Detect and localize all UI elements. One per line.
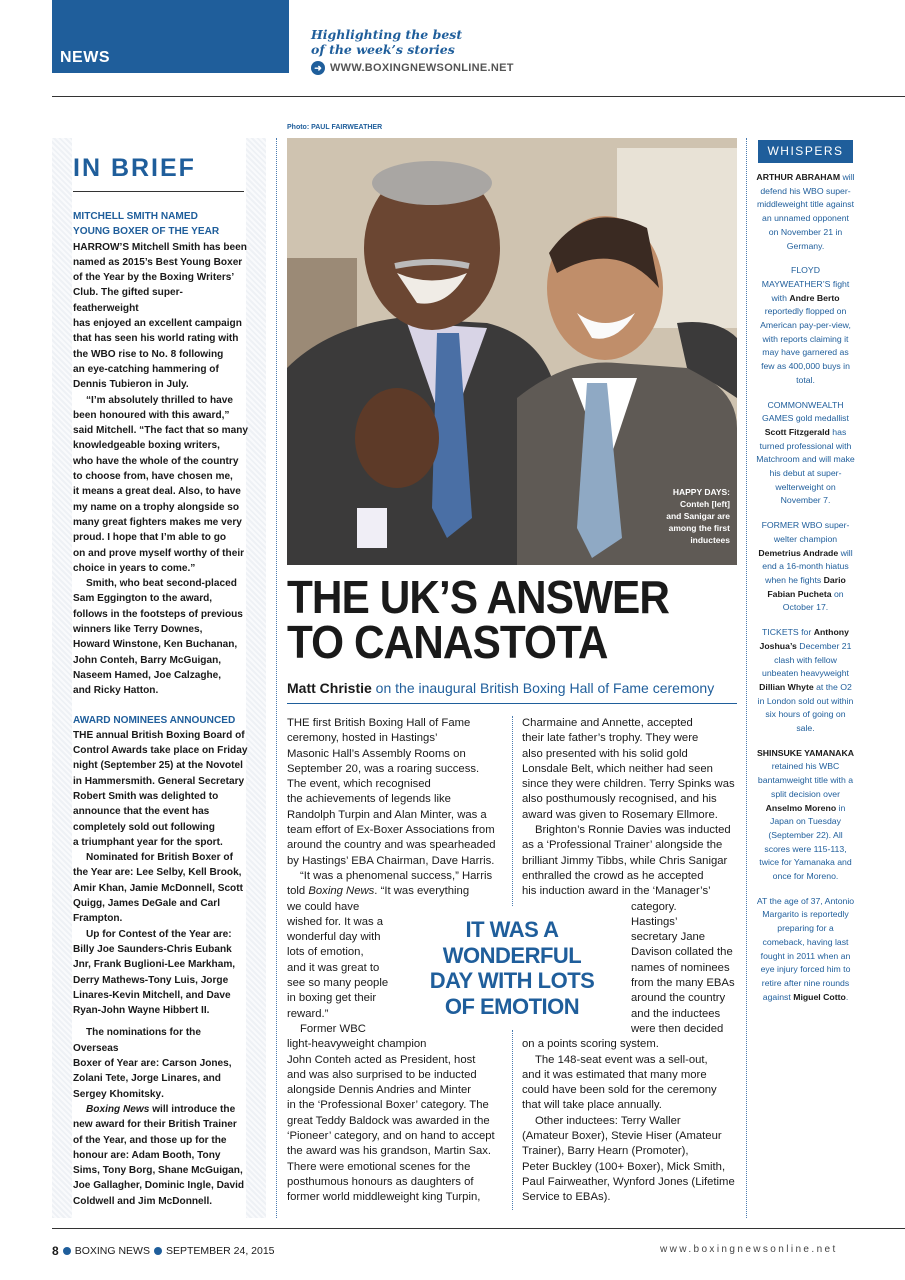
footer-folio	[52, 1244, 275, 1258]
brief-story1-rest	[73, 607, 248, 699]
text-line: named as 2015’s Best Young Boxer	[73, 256, 243, 268]
bullet-icon	[63, 1247, 71, 1255]
bullet-icon	[154, 1247, 162, 1255]
text-line: around the country and was spearheaded	[287, 839, 496, 852]
text-line: Hastings’	[631, 915, 678, 928]
text-line: the WBO rise to No. 8 following	[73, 348, 224, 360]
text-line: their late father’s trophy. They were	[522, 732, 699, 745]
text-line: great Teddy Baldock was awarded in the	[287, 1114, 490, 1127]
text-line: announce that the event has	[73, 806, 210, 818]
text-line: said Mitchell. “The fact that so many	[73, 425, 248, 437]
text-line: that will take place annually.	[522, 1099, 662, 1112]
tagline-line-1: Highlighting the best	[311, 27, 463, 42]
text-line: Other inductees: Terry Waller	[535, 1114, 681, 1127]
text-line: Peter Buckley (100+ Boxer), Mick Smith,	[522, 1160, 726, 1173]
text-line: we could have	[287, 900, 360, 913]
text-line: by Hastings’ EBA Chairman, Dave Harris.	[287, 854, 495, 867]
text-line: light-heavyweight champion	[287, 1038, 427, 1051]
text-line: winners like Terry Downes,	[73, 624, 203, 636]
text-line: Naseem Hamed, Joe Calzaghe,	[73, 669, 222, 681]
text-line: wonderful day with	[287, 931, 381, 944]
text-line: enthralled the crowd as he accepted	[522, 869, 704, 882]
page-number: 8	[52, 1244, 59, 1258]
text-line: and was also surprised to be inducted	[287, 1068, 477, 1081]
text-line: been honoured with this award,”	[73, 409, 230, 421]
whisper-item: TICKETS for Anthony Joshua’s December 21 clash with fellow unbeaten heavyweight Dillian Whyte at the O2 in London sold out within six hours of going on sale.	[757, 627, 854, 734]
text-line: secretary Jane	[631, 931, 706, 944]
header-website-text[interactable]: WWW.BOXINGNEWSONLINE.NET	[330, 62, 514, 74]
text-line: reward.”	[287, 1007, 329, 1020]
header-website[interactable]	[311, 61, 514, 75]
text-line: category.	[631, 900, 677, 913]
cursor-icon: ➜	[311, 61, 325, 75]
text-line: in the ‘Professional Boxer’ category. The	[287, 1099, 489, 1112]
column-divider	[746, 138, 747, 1218]
text-line: a triumphant year for the sport.	[73, 836, 223, 848]
text-line: THE first British Boxing Hall of Fame	[287, 717, 471, 729]
text-line: THE annual British Boxing Board of	[73, 729, 245, 741]
column-divider	[276, 138, 277, 1218]
footer-website[interactable]: www.boxingnewsonline.net	[660, 1244, 838, 1255]
text-line: team effort of Ex-Boxer Associations from	[287, 824, 495, 837]
text-line: (Amateur Boxer), Stevie Hiser (Amateur	[522, 1130, 722, 1143]
article-byline: Matt Christie on the inaugural British Boxing Hall of Fame ceremony	[287, 680, 715, 696]
text-line: alongside Dennis Andries and Minter	[287, 1084, 471, 1097]
text-line: and the inductees	[631, 1007, 721, 1020]
text-line: many great fighters makes me very	[73, 516, 242, 528]
text-line: his induction award in the ‘Manager’s’	[522, 885, 711, 898]
text-line: brilliant Jimmy Tibbs, while Chris Sanigar	[522, 854, 728, 867]
text-line: Howard Winstone, Ken Buchanan,	[73, 639, 238, 651]
tagline-line-2: of the week’s stories	[311, 42, 455, 57]
text-line: Service to EBAs).	[522, 1191, 611, 1204]
text-line: September 20, was a roaring success.	[287, 762, 480, 775]
text-line: in boxing get their	[287, 992, 377, 1005]
brief-trainer-award: Boxing News will introduce the new award for their British Trainer of the Year, and those up for the honour are: Adam Booth, Tony Sims, Tony Borg, Shane McGuigan, Joe Gallagher, Dominic Ingle, David Coldwell and Jim McDonnell.	[73, 1103, 245, 1207]
text-line: HARROW’S Mitchell Smith has been	[73, 241, 247, 253]
text-line: former world middleweight king Turpin,	[287, 1191, 481, 1204]
text-line: from the many EBAs	[631, 977, 735, 990]
text-line: it means a great deal. Also, to have	[73, 486, 241, 498]
text-line: to choose from, have chosen me,	[73, 471, 233, 483]
issue-date: SEPTEMBER 24, 2015	[165, 1245, 275, 1257]
photo-credit: Photo: PAUL FAIRWEATHER	[287, 124, 383, 131]
text-line: proud. I hope that I’m able to go	[73, 532, 227, 544]
publication-name: BOXING NEWS	[74, 1245, 150, 1257]
text-line: also posthumously recognised, and his	[522, 793, 717, 806]
text-line: on and prove myself worthy of their	[73, 547, 245, 559]
brief-heading-2: AWARD NOMINEES ANNOUNCED	[73, 714, 236, 726]
text-line: The event, which recognised	[287, 778, 431, 791]
footer-rule	[52, 1228, 905, 1229]
text-line: also presented with his solid gold	[522, 747, 688, 760]
text-line: and Ricky Hatton.	[73, 685, 159, 697]
text-line: Control Awards take place on Friday	[73, 745, 248, 757]
brief-story1-lead	[73, 240, 248, 393]
text-line: the achievements of legends like	[287, 793, 451, 806]
text-line: choice in years to come.”	[73, 562, 196, 574]
text-line: around the country	[631, 992, 726, 1005]
text-line: an eye-catching hammering of	[73, 363, 219, 375]
text-line: award was given to Rosemary Ellmore.	[522, 808, 718, 821]
whisper-item: COMMONWEALTH GAMES gold medallist Scott Fitzgerald has turned professional with Matchroom and will make his debut at super-welterweight on November 7.	[756, 399, 855, 506]
in-brief-body	[73, 209, 248, 1209]
text-line: There were emotional scenes for the	[287, 1160, 471, 1173]
text-line: Randolph Turpin and Alan Minter, was a	[287, 808, 487, 821]
section-label: NEWS	[60, 49, 110, 66]
text-line: Club. The gifted super-featherweight	[73, 287, 183, 314]
tagline	[311, 27, 462, 57]
photo-caption: HAPPY DAYS: Conteh [left] and Sanigar are among the first inductees	[666, 487, 730, 545]
whispers-title: WHISPERS	[758, 140, 853, 163]
brief-heading-1: MITCHELL SMITH NAMED YOUNG BOXER OF THE YEAR	[73, 211, 220, 238]
brief-story1-para3: Smith, who beat second-placed Sam Eggington to the award,	[73, 578, 237, 605]
text-line: wished for. It was a	[287, 915, 384, 928]
whisper-item: AT the age of 37, Antonio Margarito is reportedly preparing for a comeback, having last fought in 2011 when an eye injury forced him to retire after nine rounds against Miguel Cotto.	[756, 895, 855, 1002]
brief-boxer-noms: Nominated for British Boxer of the Year are: Lee Selby, Kell Brook, Amir Khan, Jamie McDonnell, Scott Quigg, James DeGale and Carl Frampton.	[73, 852, 243, 925]
brief-story1-quote	[73, 393, 248, 577]
text-line: were then decided	[631, 1022, 724, 1035]
text-line: lots of emotion,	[287, 946, 364, 959]
in-brief-title: IN BRIEF	[73, 154, 196, 182]
text-line: in Hammersmith. General Secretary	[73, 775, 245, 787]
brief-overseas-noms: The nominations for the Overseas Boxer of Year are: Carson Jones, Zolani Tete, Jorge Linares, and Sergey Khomitsky.	[73, 1027, 232, 1100]
text-line: The 148-seat event was a sell-out,	[535, 1053, 708, 1066]
text-line: follows in the footsteps of previous	[73, 608, 243, 620]
brief-contest-noms: Up for Contest of the Year are: Billy Joe Saunders-Chris Eubank Jnr, Frank Buglioni-Lee Markham, Derry Mathews-Tony Luis, Jorge Linares-Kevin Mitchell, and Dave Ryan-John Wayne Hibbert II.	[73, 928, 236, 1017]
header-rule	[52, 96, 905, 97]
whisper-item: FLOYD MAYWEATHER’S fight with Andre Berto reportedly flopped on American pay-per-view, with reports claiming it may have garnered as few as 400,000 buys in total.	[760, 265, 851, 385]
whisper-item: FORMER WBO super-welter champion Demetrius Andrade will end a 16-month hiatus when he fights Dario Fabian Pucheta on October 17.	[758, 520, 853, 613]
text-line: could have been sold for the ceremony	[522, 1084, 717, 1097]
text-line: “I’m absolutely thrilled to have	[86, 394, 233, 406]
text-line: and it was great to	[287, 961, 380, 974]
text-line: who have the whole of the country	[73, 455, 239, 467]
text-line: the award was his grandson, Martin Sax.	[287, 1145, 492, 1158]
text-line: Masonic Hall’s Assembly Rooms on	[287, 747, 466, 760]
whisper-item: SHINSUKE YAMANAKA retained his WBC bantamweight title with a split decision over Anselmo Moreno in Japan on Tuesday (September 22). All scores were 115-113, twice for Yamanaka and once for Moreno.	[756, 747, 855, 882]
text-line: that has seen his world rating with	[73, 333, 239, 345]
text-line: and it was estimated that many more	[522, 1068, 707, 1081]
whisper-item: ARTHUR ABRAHAM will defend his WBO super-middleweight title against an unnamed opponent on November 21 in Germany.	[756, 172, 855, 251]
text-line: Brighton’s Ronnie Davies was inducted	[535, 824, 731, 837]
column-divider	[512, 716, 513, 906]
in-brief-rule	[73, 191, 244, 192]
column-divider	[512, 1030, 513, 1210]
text-line: Trainer), Barry Hearn (Promoter),	[522, 1145, 689, 1158]
text-line: names of nominees	[631, 961, 730, 974]
text-line: knowledgeable boxing writers,	[73, 440, 220, 452]
text-line: John Conteh acted as President, host	[287, 1053, 476, 1066]
text-line: of the Year by the Boxing Writers’	[73, 272, 235, 284]
article-column-1: THE first British Boxing Hall of Fame ceremony, hosted in Hastings’ Masonic Hall’s Assembly Rooms on September 20, was a roaring success. The event, which recognised the achievements of legends like Randolph Turpin and Alan Minter, was a team effort of Ex-Boxer Associations from around the country and was spearheaded by Hastings’ EBA Chairman, Dave Harris. “It was a phenomenal success,” Harris told Boxing News. “It was everything we could have wished for. It was a wonderful day with lots of emotion, and it was great to see so many people in boxing get their reward.” Former WBC light-heavyweight champion John Conteh acted as President, host and was also surprised to be inducted alongside Dennis Andries and Minter in the ‘Professional Boxer’ category. The great Teddy Baldock was awarded in the ‘Pioneer’ category, and on hand to accept the award was his grandson, Martin Sax. There were emotional scenes for the posthumous honours as daughters of former world middleweight king Turpin,	[287, 716, 505, 1206]
text-line: Dennis Tubieron in July.	[73, 379, 189, 391]
text-line: night (September 25) at the Novotel	[73, 760, 243, 772]
text-line: completely sold out following	[73, 821, 215, 833]
text-line: Lonsdale Belt, which neither had seen	[522, 762, 713, 775]
text-line: see so many people	[287, 977, 389, 990]
pull-quote: IT WAS A WONDERFUL DAY WITH LOTS OF EMOTION	[429, 917, 595, 1019]
text-line: John Conteh, Barry McGuigan,	[73, 654, 222, 666]
text-line: my name on a trophy alongside so	[73, 501, 240, 513]
whispers-list	[756, 171, 855, 1015]
text-line: as a ‘Professional Trainer’ alongside the	[522, 839, 723, 852]
article-column-2: Charmaine and Annette, accepted their late father’s trophy. They were also presented with his solid gold Lonsdale Belt, which neither had seen since they were children. Terry Spinks was also posthumously recognised, and his award was given to Rosemary Ellmore. Brighton’s Ronnie Davies was inducted as a ‘Professional Trainer’ alongside the brilliant Jimmy Tibbs, while Chris Sanigar enthralled the crowd as he accepted his induction award in the ‘Manager’s’ category. Hastings’ secretary Jane Davison collated the names of nominees from the many EBAs around the country and the inductees were then decided on a points scoring system. The 148-seat event was a sell-out, and it was estimated that many more could have been sold for the ceremony that will take place annually. Other inductees: Terry Waller (Amateur Boxer), Stevie Hiser (Amateur Trainer), Barry Hearn (Promoter), Peter Buckley (100+ Boxer), Mick Smith, Paul Fairweather, Wynford Jones (Lifetime Service to EBAs).	[522, 716, 740, 1206]
in-brief-panel	[52, 138, 266, 1218]
brief-story2-para1	[73, 728, 248, 850]
text-line: Davison collated the	[631, 946, 733, 959]
text-line: has enjoyed an excellent campaign	[73, 318, 242, 330]
text-line: Robert Smith was delighted to	[73, 790, 219, 802]
text-line: posthumous honours as daughters of	[287, 1175, 474, 1188]
text-line: Charmaine and Annette, accepted	[522, 717, 693, 729]
text-line: since they were children. Terry Spinks was	[522, 778, 735, 791]
text-line: ceremony, hosted in Hastings’	[287, 732, 438, 745]
article-headline: THE UK’S ANSWER TO CANASTOTA	[287, 571, 669, 668]
byline-rule	[287, 703, 737, 704]
text-line: Paul Fairweather, Wynford Jones (Lifetime	[522, 1175, 735, 1188]
text-line: ‘Pioneer’ category, and on hand to accept	[287, 1130, 495, 1143]
